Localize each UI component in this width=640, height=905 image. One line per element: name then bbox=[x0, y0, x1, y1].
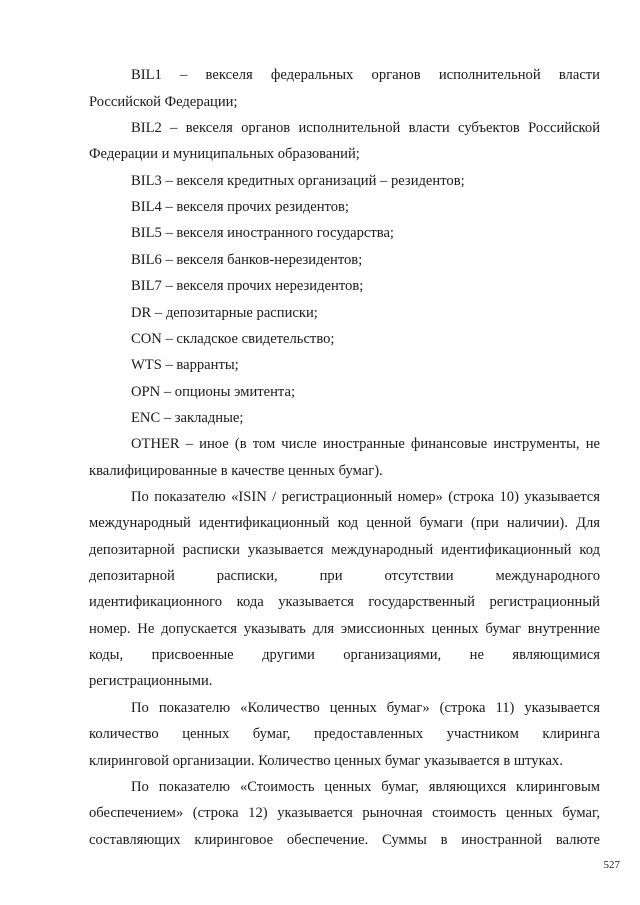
page-number: 527 bbox=[603, 859, 620, 871]
text-line: По показателю «Стоимость ценных бумаг, являющихся клиринговым bbox=[131, 779, 600, 795]
text-line: депозитарной расписки, при отсутствии международного bbox=[89, 568, 600, 584]
text-line: обеспечением» (строка 12) указывается рыночная стоимость ценных бумаг, bbox=[89, 805, 600, 821]
text-line: ENC – закладные; bbox=[131, 410, 244, 426]
text-line: OTHER – иное (в том числе иностранные финансовые инструменты, не bbox=[131, 436, 600, 452]
text-line: По показателю «ISIN / регистрационный номер» (строка 10) указывается bbox=[131, 489, 600, 505]
text-line: OPN – опционы эмитента; bbox=[131, 384, 296, 400]
text-line: BIL2 – векселя органов исполнительной власти субъектов Российской bbox=[131, 120, 600, 136]
text-line: Федерации и муниципальных образований; bbox=[89, 146, 360, 162]
text-line: BIL6 – векселя банков-нерезидентов; bbox=[131, 252, 363, 268]
text-line: BIL3 – векселя кредитных организаций – резидентов; bbox=[131, 173, 465, 189]
text-line: BIL1 – векселя федеральных органов исполнительной власти bbox=[131, 67, 600, 83]
text-line: DR – депозитарные расписки; bbox=[131, 305, 318, 321]
text-line: квалифицированные в качестве ценных бумаг). bbox=[89, 463, 383, 479]
text-line: составляющих клиринговое обеспечение. Суммы в иностранной валюте bbox=[89, 832, 600, 848]
text-line: BIL7 – векселя прочих нерезидентов; bbox=[131, 278, 364, 294]
text-line: BIL4 – векселя прочих резидентов; bbox=[131, 199, 349, 215]
text-line: Российской Федерации; bbox=[89, 94, 238, 110]
text-line: WTS – варранты; bbox=[131, 357, 239, 373]
text-line: международный идентификационный код ценной бумаги (при наличии). Для bbox=[89, 515, 600, 531]
text-line: клиринговой организации. Количество ценных бумаг указывается в штуках. bbox=[89, 753, 563, 769]
text-line: По показателю «Количество ценных бумаг» (строка 11) указывается bbox=[131, 700, 600, 716]
text-line: количество ценных бумаг, предоставленных участником клиринга bbox=[89, 726, 600, 742]
text-line: регистрационными. bbox=[89, 673, 213, 689]
text-line: идентификационного кода указывается государственный регистрационный bbox=[89, 594, 600, 610]
text-line: BIL5 – векселя иностранного государства; bbox=[131, 225, 394, 241]
text-line: депозитарной расписки указывается международный идентификационный код bbox=[89, 542, 600, 558]
text-line: коды, присвоенные другими организациями, не являющимися bbox=[89, 647, 600, 663]
text-line: CON – складское свидетельство; bbox=[131, 331, 335, 347]
text-line: номер. Не допускается указывать для эмиссионных ценных бумаг внутренние bbox=[89, 621, 600, 637]
